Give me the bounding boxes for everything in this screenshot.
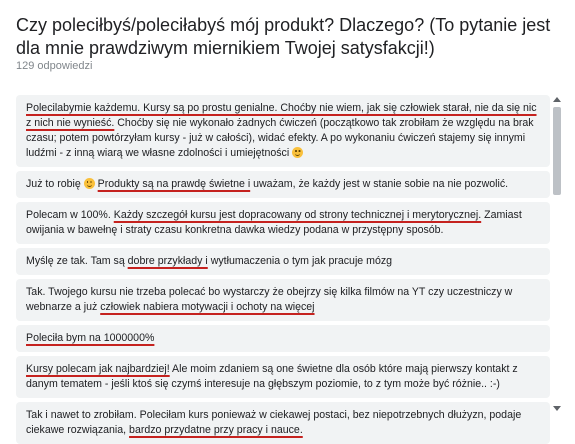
list-item — [16, 279, 550, 321]
highlighted-text: Poleciła bym na 1000000% — [26, 332, 155, 344]
response-count: 129 odpowiedzi — [16, 60, 93, 72]
response-text: Myślę ze tak. Tam są — [26, 255, 128, 267]
response-text: Zamiast owijania w bawełnę i straty czasu konkretna dawka wiedzy podana w przystępny sposób. — [26, 209, 522, 236]
highlighted-text: Produkty są na prawdę świetne i — [97, 178, 251, 190]
scroll-down-arrow-icon[interactable] — [553, 406, 561, 411]
smiley-icon — [84, 178, 95, 189]
response-text: uważam, że każdy jest w stanie sobie na nie pozwolić. — [250, 178, 509, 190]
highlighted-text: człowiek nabiera motywacji i ochoty na więcej — [100, 301, 315, 313]
highlighted-text: Kursy polecam jak najbardziej! — [26, 363, 170, 375]
list-item — [16, 202, 550, 244]
response-text: Tak i nawet to zrobiłam. Poleciłam kurs ponieważ w ciekawej postaci, bez niepotrzebnych dłużyzn, podaje ciekawe rozwiązania, — [26, 409, 522, 436]
highlighted-text: Polecilabymie każdemu. Kursy są po prostu genialne. Choćby nie wiem, jak się człowiek starał, nie da się nic z nich nie wynieść. — [26, 102, 537, 129]
response-text: Ale moim zdaniem są one świetne dla osób które mają pierwszy kontakt z danym tematem - jeśli ktoś się czymś interesuje na głębszym poziomie, to z tym może być różnie.. :-) — [26, 363, 518, 390]
scrollbar-thumb[interactable] — [553, 107, 561, 195]
scrollbar[interactable] — [552, 95, 562, 413]
response-text: Tak. Twojego kursu nie trzeba polecać bo wystarczy że obejrzy się kilka filmów na YT czy uczestniczy w webnarze a już — [26, 286, 513, 313]
response-text: wytłumaczenia o tym jak pracuje mózg — [207, 255, 393, 267]
smiley-icon — [292, 147, 303, 158]
response-text: Choćby się nie wykonało żadnych ćwiczeń (początkowo tak zrobiłam że względu na brak czasu; potem powtórzyłam kursy - już w całości), widać efekty. A po wykonaniu ćwiczeń stajemy się innymi ludźmi - z inną wiarą we własne zdolności i umiejętności — [26, 117, 534, 159]
list-item — [16, 95, 550, 167]
list-item — [16, 248, 550, 275]
response-text: Już to robię — [26, 178, 84, 190]
list-item — [16, 356, 550, 398]
question-title: Czy poleciłbyś/poleciłabyś mój produkt? Dlaczego? (To pytanie jest dla mnie prawdziwym miernikiem Twojej satysfakcji!) — [16, 15, 551, 58]
response-text: Polecam w 100%. — [26, 209, 114, 221]
scroll-up-arrow-icon[interactable] — [553, 97, 561, 102]
highlighted-text: Każdy szczegół kursu jest dopracowany od strony technicznej i merytorycznej. — [113, 209, 482, 221]
list-item — [16, 171, 550, 198]
highlighted-text: dobre przykłady i — [127, 255, 208, 267]
highlighted-text: bardzo przydatne przy pracy i nauce. — [129, 424, 303, 436]
response-list[interactable] — [16, 95, 550, 436]
list-item — [16, 325, 550, 352]
list-item — [16, 402, 550, 444]
